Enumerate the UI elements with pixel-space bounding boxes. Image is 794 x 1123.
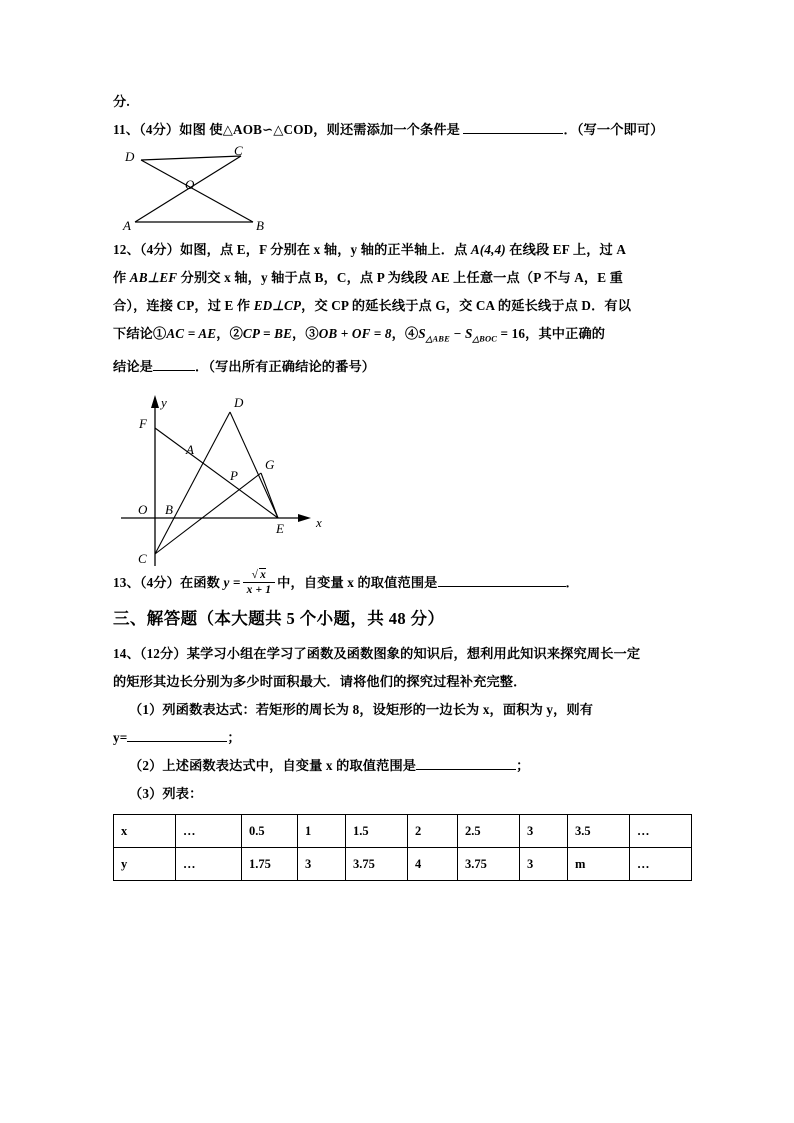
question-12-line5 — [113, 353, 691, 381]
q13-numerator-var: x — [260, 568, 267, 581]
question-14-part1-answer — [113, 724, 691, 752]
q14-line1-text: 某学习小组在学习了函数及函数图象的知识后，想利用此知识来探究周长一定 — [186, 646, 641, 662]
table-body — [114, 815, 692, 881]
q13-formula-y: y = — [223, 574, 241, 590]
q11-label-D: D — [125, 149, 135, 164]
q12-conclusion-3: OB + OF = 8 — [318, 326, 392, 341]
q13-fraction — [243, 568, 276, 597]
q12-label-C: C — [138, 550, 147, 566]
q12-c4-minus: − — [449, 326, 465, 341]
cell-y-label: y — [114, 848, 176, 881]
q13-text-after: ． — [565, 574, 579, 590]
cell-y-8: … — [630, 848, 692, 881]
question-14-part3: （3）列表： — [129, 786, 203, 802]
q12-answer-blank[interactable] — [153, 357, 195, 371]
q12-line4b: ，其中正确的 — [525, 326, 606, 341]
q14-part2-blank[interactable] — [416, 756, 516, 770]
q11-score: （4分） — [139, 122, 180, 137]
q11-number: 11、 — [113, 122, 140, 137]
q11-label-C: C — [234, 144, 243, 158]
q12-point-a: A(4,4) — [470, 242, 506, 257]
radical-icon: √ — [251, 568, 259, 581]
cell-x-0: … — [176, 815, 242, 848]
q12-number: 12、 — [113, 242, 140, 257]
q11-figure — [113, 144, 691, 236]
q12-conclusion-4 — [418, 326, 526, 344]
q12-math-ab-perp-ef: AB⊥EF — [129, 270, 178, 285]
cell-y-2: 3 — [298, 848, 346, 881]
question-11-line — [113, 116, 691, 144]
q12-label-E: E — [276, 520, 284, 536]
q12-line5a: 结论是 — [113, 358, 154, 374]
q12-line1-text: 如图，点 E，F 分别在 x 轴，y 轴的正半轴上．点 — [179, 242, 471, 257]
cell-x-4: 2 — [408, 815, 458, 848]
q13-number: 13、 — [113, 574, 140, 590]
q12-conclusion-1: AC = AE — [166, 326, 217, 341]
question-13-line — [113, 569, 691, 599]
question-14-part2 — [113, 752, 691, 780]
q12-figure — [113, 381, 691, 569]
question-14-line2: 的矩形其边长分别为多少时面积最大．请将他们的探究过程补充完整． — [113, 674, 527, 690]
q11-text-before: 如图 使△AOB∽△COD，则还需添加一个条件是 — [179, 122, 461, 137]
q13-answer-blank[interactable] — [438, 573, 566, 587]
q12-c4-sub1: △ABE — [425, 333, 450, 344]
cell-y-7: m — [568, 848, 630, 881]
q13-fraction-denominator: x + 1 — [246, 584, 272, 597]
q13-text-before: 在函数 — [179, 574, 224, 590]
question-12-line3 — [113, 292, 691, 320]
q11-label-O: O — [185, 177, 195, 192]
q12-line1b-text: 在线段 EF 上，过 A — [505, 242, 627, 257]
function-values-table — [113, 814, 692, 881]
cell-x-2: 1 — [298, 815, 346, 848]
q12-math-ed-perp-cp: ED⊥CP — [253, 298, 302, 313]
q14-part2b: ； — [516, 758, 530, 774]
q12-c2-mark: ② — [229, 326, 243, 341]
q14-score: （12分） — [139, 646, 187, 662]
question-14-line1 — [113, 640, 691, 668]
cell-y-0: … — [176, 848, 242, 881]
cell-x-7: 3.5 — [568, 815, 630, 848]
q12-c4-mark: ④ — [404, 326, 419, 341]
q12-label-A: A — [186, 441, 194, 457]
q12-c4-s2: S — [464, 326, 473, 341]
q12-line3a: 合），连接 CP，过 E 作 — [113, 298, 254, 313]
table-row — [114, 815, 692, 848]
q12-c4-eq: = 16 — [497, 326, 526, 341]
q12-c1-mark: ① — [153, 326, 167, 341]
cell-x-5: 2.5 — [458, 815, 520, 848]
q12-line3b: ，交 CP 的延长线于点 G，交 CA 的延长线于点 D．有以 — [301, 298, 632, 313]
q14-number: 14、 — [113, 646, 140, 662]
q14-answer-prefix: y= — [113, 730, 128, 746]
q11-text-after: ．（写一个即可） — [563, 122, 664, 137]
q12-line2b: 分别交 x 轴，y 轴于点 B，C，点 P 为线段 AE 上任意一点（P 不与 A，E 重 — [177, 270, 623, 285]
cell-y-1: 1.75 — [242, 848, 298, 881]
q13-fraction-numerator — [243, 568, 276, 583]
cell-y-6: 3 — [520, 848, 568, 881]
q12-line4a: 下结论 — [113, 326, 154, 341]
q12-conclusion-2: CP = BE — [242, 326, 293, 341]
q11-label-B: B — [256, 218, 264, 233]
q12-label-G: G — [265, 456, 275, 472]
cell-y-3: 3.75 — [346, 848, 408, 881]
question-14-part1: （1）列函数表达式：若矩形的周长为 8，设矩形的一边长为 x，面积为 y，则有 — [129, 702, 594, 718]
q13-text-mid: 中，自变量 x 的取值范围是 — [277, 574, 438, 590]
cell-y-5: 3.75 — [458, 848, 520, 881]
question-12-line1 — [113, 236, 691, 264]
q12-label-x-axis: x — [316, 514, 322, 530]
question-12-line2 — [113, 264, 691, 292]
q14-answer-suffix: ； — [227, 730, 241, 746]
table-row — [114, 848, 692, 881]
q11-answer-blank[interactable] — [463, 120, 563, 134]
q12-line5b: ．（写出所有正确结论的番号） — [195, 358, 376, 374]
cell-x-8: … — [630, 815, 692, 848]
q12-label-y-axis: y — [161, 394, 167, 410]
continuation-fragment: 分. — [113, 94, 130, 109]
question-12-line4: 下结论①AC = AE，②CP = BE，③OB + OF = 8，$④S_{\triangle ABE} - S_{\triangle BOC} = 16$，其中正确的 — [113, 326, 606, 344]
section-3-heading: 三、解答题（本大题共 5 个小题，共 48 分） — [113, 609, 445, 629]
cell-x-1: 0.5 — [242, 815, 298, 848]
q14-part2a: （2）上述函数表达式中，自变量 x 的取值范围是 — [129, 758, 417, 774]
q12-c4-sub2: △BOC — [472, 333, 498, 344]
q12-label-P: P — [230, 467, 238, 483]
q12-score: （4分） — [139, 242, 180, 257]
cell-x-label: x — [114, 815, 176, 848]
crossed-triangles-diagram — [113, 144, 293, 236]
cell-x-3: 1.5 — [346, 815, 408, 848]
q12-line2a: 作 — [113, 270, 130, 285]
q12-c4-s1: S — [418, 326, 426, 341]
q12-label-D: D — [234, 394, 244, 410]
q12-label-F: F — [139, 415, 147, 431]
q12-c3-mark: ③ — [305, 326, 319, 341]
q14-part1-blank[interactable] — [127, 728, 227, 742]
q11-label-A: A — [123, 218, 131, 233]
coordinate-geometry-diagram — [113, 381, 363, 569]
q12-label-B: B — [165, 501, 173, 517]
q13-score: （4分） — [139, 574, 180, 590]
page-content — [113, 88, 691, 881]
cell-x-6: 3 — [520, 815, 568, 848]
q12-label-O: O — [138, 501, 148, 517]
cell-y-4: 4 — [408, 848, 458, 881]
